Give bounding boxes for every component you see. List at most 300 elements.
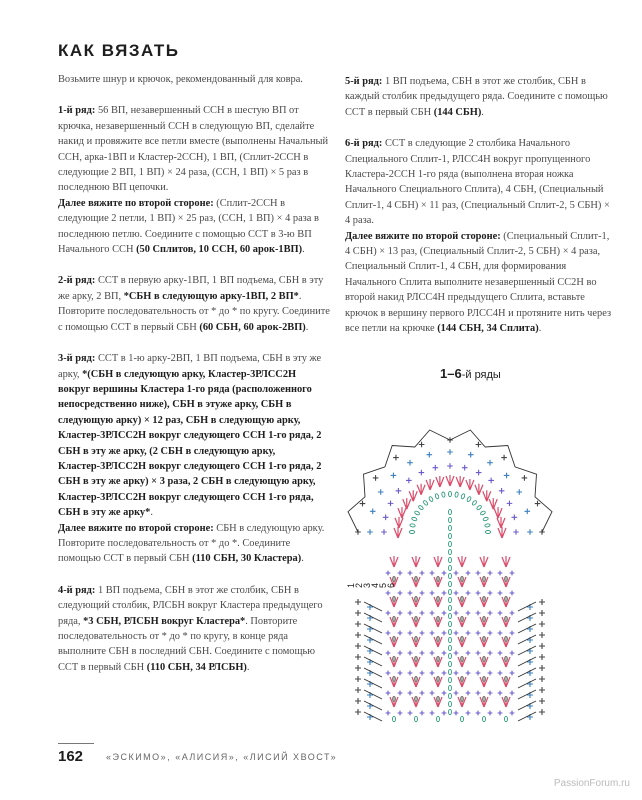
- row-5-label: 5-й ряд:: [345, 76, 383, 87]
- cluster-symbol: [412, 696, 420, 707]
- chain-symbol: [449, 669, 452, 674]
- sc-symbol: [355, 687, 361, 693]
- chain-symbol: [449, 597, 452, 602]
- chain-symbol: [485, 523, 491, 527]
- sc-symbol: [408, 591, 413, 596]
- row-2-label: 2-й ряд:: [58, 275, 96, 287]
- page-title: КАК ВЯЗАТЬ: [58, 41, 180, 60]
- row-1-label: 1-й ряд:: [58, 105, 96, 117]
- chain-symbol: [414, 510, 420, 515]
- sc-symbol: [398, 591, 403, 596]
- row-1-instruction: [58, 103, 330, 257]
- chain-symbol: [449, 685, 452, 690]
- crochet-chart-diagram: [346, 392, 550, 732]
- sc-symbol: [466, 631, 471, 636]
- cluster-symbol: [480, 596, 488, 607]
- sc-symbol: [527, 529, 533, 535]
- sc-symbol: [355, 654, 361, 660]
- chain-symbol: [449, 533, 452, 538]
- cluster-symbol: [390, 656, 398, 667]
- row-5-end: .: [481, 106, 484, 118]
- footer-rule: [58, 743, 94, 744]
- sc-symbol: [454, 651, 459, 656]
- sc-symbol: [430, 691, 435, 696]
- cluster-symbol: [412, 596, 420, 607]
- sc-symbol: [476, 691, 481, 696]
- chain-symbol: [449, 589, 452, 594]
- cluster-symbol: [434, 636, 442, 647]
- sc-symbol: [539, 621, 545, 627]
- cluster-symbol: [497, 517, 505, 528]
- split-symbol: [364, 679, 536, 688]
- row-2-text-1: ССТ в первую арку-1ВП, 1 ВП подъема, СБН в эту же арку, 2 ВП,: [58, 275, 324, 302]
- sc-symbol: [408, 651, 413, 656]
- row-5-text: 1 ВП подъема, СБН в этот же столбик, СБН в каждый столбик предыдущего ряда. Соедините с помощью ССТ в первый СБН: [345, 76, 608, 118]
- chain-symbol: [449, 661, 452, 666]
- row-1-other-side-text: (Сплит-2ССН в следующие 2 петли, 1 ВП) × 25 раз, (ССН, 1 ВП) × 4 раза в последнюю петлю. Соедините с помощью ССТ в 3-ю ВП Начального ССН: [58, 197, 319, 256]
- row-3-text-2: .: [150, 507, 153, 519]
- row-4-label: 4-й ряд:: [58, 584, 96, 596]
- sc-symbol: [447, 449, 453, 455]
- sc-symbol: [510, 651, 515, 656]
- cluster-symbol: [403, 498, 411, 509]
- sc-symbol: [430, 711, 435, 716]
- sc-symbol: [447, 463, 453, 469]
- sc-symbol: [396, 488, 402, 494]
- sc-symbol: [488, 651, 493, 656]
- chain-symbol: [483, 716, 486, 721]
- cluster-symbol: [394, 527, 402, 538]
- sc-symbol: [355, 709, 361, 715]
- chain-symbol: [410, 523, 416, 527]
- sc-symbol: [501, 455, 507, 461]
- sc-symbol: [398, 571, 403, 576]
- sc-symbol: [386, 571, 391, 576]
- chain-symbol: [428, 496, 433, 502]
- sc-symbol: [454, 631, 459, 636]
- cluster-symbol: [480, 656, 488, 667]
- sc-symbol: [433, 465, 439, 471]
- row-3-instruction: [58, 351, 330, 567]
- chain-symbol: [449, 573, 452, 578]
- sc-symbol: [408, 571, 413, 576]
- chain-symbol: [411, 517, 417, 522]
- row-4-repeat: *3 СБН, РЛСБН вокруг Кластера*: [83, 615, 246, 627]
- chain-symbol: [466, 496, 471, 502]
- chain-symbol: [449, 693, 452, 698]
- sc-symbol: [408, 631, 413, 636]
- sc-symbol: [516, 489, 522, 495]
- row-1-text: 56 ВП, незавершенный ССН в шестую ВП от крючка, незавершенный ССН в следующую ВП, сделайте накид и провяжите все петли вместе (выполнены Начальный ССН, арка-1ВП и Кластер-2ССН), 1 ВП, (Сплит-2ССН в следующие 2 ВП, 1 ВП) × 24 раза, (ССН, 1 ВП) × 5 раз в последнюю ВП цепочки.: [58, 105, 329, 194]
- sc-symbol: [539, 687, 545, 693]
- sc-symbol: [398, 691, 403, 696]
- sc-symbol: [442, 571, 447, 576]
- chain-symbol: [449, 557, 452, 562]
- page-number-text: 162: [58, 748, 84, 765]
- sc-symbol: [476, 611, 481, 616]
- sc-symbol: [398, 651, 403, 656]
- chain-symbol: [461, 716, 464, 721]
- sc-symbol: [386, 711, 391, 716]
- cluster-symbol: [498, 527, 506, 538]
- instructions-left-column: [58, 72, 330, 691]
- sc-symbol: [498, 691, 503, 696]
- sc-symbol: [510, 711, 515, 716]
- sc-symbol: [539, 610, 545, 616]
- chain-symbol: [437, 716, 440, 721]
- sc-symbol: [466, 651, 471, 656]
- cluster-symbol: [502, 556, 510, 567]
- sc-symbol: [420, 671, 425, 676]
- sc-symbol: [373, 475, 379, 481]
- sc-symbol: [499, 488, 505, 494]
- sc-symbol: [407, 460, 413, 466]
- running-title: «ЭСКИМО», «АЛИСИЯ», «ЛИСИЙ ХВОСТ»: [106, 752, 338, 762]
- sc-symbol: [510, 631, 515, 636]
- cluster-symbol: [456, 476, 464, 487]
- sc-symbol: [466, 671, 471, 676]
- cluster-symbol: [458, 696, 466, 707]
- sc-symbol: [430, 571, 435, 576]
- sc-symbol: [539, 665, 545, 671]
- sc-symbol: [420, 651, 425, 656]
- cluster-symbol: [502, 676, 510, 687]
- sc-symbol: [367, 529, 373, 535]
- sc-symbol: [420, 691, 425, 696]
- sc-symbol: [442, 711, 447, 716]
- cluster-symbol: [458, 556, 466, 567]
- sc-symbol: [539, 654, 545, 660]
- cluster-symbol: [480, 576, 488, 587]
- row-number-label: 6: [386, 582, 396, 588]
- cluster-symbol: [412, 576, 420, 587]
- sc-symbol: [476, 631, 481, 636]
- cluster-symbol: [426, 479, 434, 490]
- chain-symbol: [449, 701, 452, 706]
- sc-symbol: [522, 475, 528, 481]
- sc-symbol: [466, 571, 471, 576]
- cluster-symbol: [434, 596, 442, 607]
- sc-symbol: [430, 651, 435, 656]
- sc-symbol: [355, 621, 361, 627]
- cluster-symbol: [494, 507, 502, 518]
- sc-symbol: [378, 489, 384, 495]
- sc-symbol: [386, 591, 391, 596]
- sc-symbol: [498, 591, 503, 596]
- sc-symbol: [454, 611, 459, 616]
- sc-symbol: [398, 711, 403, 716]
- row-6-instruction: [345, 136, 617, 336]
- row-4-instruction: [58, 583, 330, 675]
- sc-symbol: [420, 631, 425, 636]
- row-1-end: .: [302, 244, 305, 256]
- sc-symbol: [408, 671, 413, 676]
- cluster-symbol: [489, 498, 497, 509]
- sc-symbol: [419, 470, 425, 476]
- row-3-label: 3-й ряд:: [58, 353, 96, 365]
- cluster-symbol: [458, 616, 466, 627]
- sc-symbol: [386, 671, 391, 676]
- row-1-other-side-label: Далее вяжите по второй стороне:: [58, 197, 214, 209]
- cluster-symbol: [458, 676, 466, 687]
- sc-symbol: [442, 671, 447, 676]
- chain-symbol: [449, 581, 452, 586]
- sc-symbol: [355, 529, 361, 535]
- chart-title-rows: 1–6: [440, 366, 462, 381]
- sc-symbol: [539, 632, 545, 638]
- sc-symbol: [488, 591, 493, 596]
- sc-symbol: [355, 632, 361, 638]
- cluster-symbol: [412, 616, 420, 627]
- chain-symbol: [449, 509, 452, 514]
- sc-symbol: [498, 671, 503, 676]
- cluster-symbol: [390, 636, 398, 647]
- cluster-symbol: [412, 636, 420, 647]
- sc-symbol: [476, 711, 481, 716]
- row-4-text-1: 1 ВП подъема, СБН в этот же столбик, СБН в следующий столбик, РЛСБН вокруг Кластера предыдущего ряда,: [58, 584, 323, 627]
- cluster-symbol: [436, 476, 444, 487]
- sc-symbol: [504, 473, 510, 479]
- row-1-total: (50 Сплитов, 10 ССН, 60 арок-1ВП): [136, 244, 303, 256]
- cluster-symbol: [395, 517, 403, 528]
- watermark: PassionForum.ru: [553, 778, 630, 789]
- sc-symbol: [488, 671, 493, 676]
- sc-symbol: [386, 611, 391, 616]
- sc-symbol: [420, 711, 425, 716]
- sc-symbol: [386, 691, 391, 696]
- sc-symbol: [512, 515, 518, 521]
- sc-symbol: [420, 571, 425, 576]
- split-symbol: [364, 624, 536, 633]
- sc-symbol: [370, 508, 376, 514]
- sc-symbol: [454, 571, 459, 576]
- row-4-end: .: [246, 661, 250, 673]
- sc-symbol: [386, 631, 391, 636]
- row-2-repeat: *СБН в следующую арку-1ВП, 2 ВП*: [123, 290, 299, 302]
- sc-symbol: [355, 698, 361, 704]
- row-number-label: 1: [346, 582, 356, 588]
- chain-symbol: [449, 637, 452, 642]
- chain-symbol: [449, 525, 452, 530]
- cluster-symbol: [480, 696, 488, 707]
- sc-symbol: [539, 599, 545, 605]
- row-2-total: (60 СБН, 60 арок-2ВП): [199, 321, 306, 333]
- sc-symbol: [510, 571, 515, 576]
- chain-symbol: [485, 531, 490, 534]
- cluster-symbol: [412, 676, 420, 687]
- sc-symbol: [406, 478, 412, 484]
- sc-symbol: [488, 631, 493, 636]
- chain-symbol: [449, 549, 452, 554]
- sc-symbol: [454, 591, 459, 596]
- sc-symbol: [360, 501, 366, 507]
- sc-symbol: [454, 691, 459, 696]
- sc-symbol: [355, 610, 361, 616]
- chain-symbol: [435, 493, 440, 499]
- cluster-symbol: [412, 656, 420, 667]
- sc-symbol: [442, 631, 447, 636]
- cluster-symbol: [446, 475, 454, 486]
- sc-symbol: [539, 698, 545, 704]
- cluster-symbol: [434, 676, 442, 687]
- row-5-instruction: [345, 74, 617, 120]
- cluster-symbol: [502, 656, 510, 667]
- sc-symbol: [476, 671, 481, 676]
- sc-symbol: [420, 611, 425, 616]
- sc-symbol: [498, 631, 503, 636]
- sc-symbol: [510, 671, 515, 676]
- chain-symbol: [472, 500, 478, 506]
- row-6-end: .: [538, 323, 542, 335]
- sc-symbol: [498, 611, 503, 616]
- chain-symbol: [449, 541, 452, 546]
- sc-symbol: [355, 643, 361, 649]
- cluster-symbol: [458, 656, 466, 667]
- chain-symbol: [409, 531, 414, 534]
- sc-symbol: [420, 591, 425, 596]
- cluster-symbol: [480, 556, 488, 567]
- sc-symbol: [430, 631, 435, 636]
- sc-symbol: [498, 571, 503, 576]
- sc-symbol: [408, 711, 413, 716]
- cluster-symbol: [466, 479, 474, 490]
- chain-symbol: [455, 492, 459, 498]
- sc-symbol: [498, 651, 503, 656]
- sc-symbol: [466, 691, 471, 696]
- sc-symbol: [398, 671, 403, 676]
- row-6-label: 6-й ряд:: [345, 138, 383, 150]
- row-3-total: (110 СБН, 30 Кластера): [192, 553, 302, 565]
- chain-symbol: [483, 517, 489, 522]
- row-2-end: .: [305, 321, 309, 333]
- cluster-symbol: [434, 576, 442, 587]
- sc-symbol: [488, 611, 493, 616]
- row-5-total: (144 СБН): [433, 106, 482, 118]
- row-3-repeat: *(СБН в следующую арку, Кластер-3РЛСС2Н вокруг вершины Кластера 1-го ряда (расположенного непосредственно ниже), СБН в этуже арку, СБН в следующую арку) × 12 раз, СБН в следующую арку, Кластер-3РЛСС2Н вокруг следующего ССН 1-го ряда, 2 СБН в эту же арку, (2 СБН в следующую арку, Кластер-3РЛСС2Н вокруг следующего ССН 1-го ряда, 2 СБН в эту же арку) × 3 раза, 2 СБН в следующую арку, Кластер-3РЛСС2Н вокруг следующего ССН 1-го ряда, СБН в эту же арку*: [58, 368, 322, 519]
- row-4-text-2: . Повторите последовательность от * до * по кругу, в конце ряда выполните СБН в последний СБН. Соедините с помощью ССТ в первый СБН: [58, 615, 316, 673]
- sc-symbol: [388, 501, 394, 507]
- row-number-label: 2: [354, 582, 364, 588]
- chain-symbol: [449, 517, 452, 522]
- sc-symbol: [454, 711, 459, 716]
- sc-symbol: [426, 452, 432, 458]
- cluster-symbol: [390, 556, 398, 567]
- row-3-text-1: ССТ в 1-ю арку-2ВП, 1 ВП подъема, СБН в эту же арку,: [58, 353, 322, 380]
- chain-symbol: [449, 565, 452, 570]
- sc-symbol: [476, 571, 481, 576]
- sc-symbol: [355, 665, 361, 671]
- sc-symbol: [462, 465, 468, 471]
- chain-symbol: [449, 613, 452, 618]
- sc-symbol: [442, 651, 447, 656]
- chain-symbol: [476, 505, 482, 511]
- row-2-instruction: [58, 273, 330, 335]
- sc-symbol: [476, 470, 482, 476]
- sc-symbol: [398, 631, 403, 636]
- sc-symbol: [466, 711, 471, 716]
- chain-symbol: [505, 716, 508, 721]
- cluster-symbol: [412, 556, 420, 567]
- cluster-symbol: [390, 696, 398, 707]
- sc-symbol: [355, 676, 361, 682]
- row-3-end: .: [301, 553, 304, 565]
- row-2-text-2: . Повторите последовательность от * до * по кругу. Соедините с помощью ССТ в первый СБН: [58, 290, 330, 333]
- row-number-label: 3: [362, 582, 372, 588]
- cluster-symbol: [434, 696, 442, 707]
- cluster-symbol: [390, 596, 398, 607]
- sc-symbol: [488, 691, 493, 696]
- sc-symbol: [442, 611, 447, 616]
- chain-symbol: [449, 677, 452, 682]
- chain-symbol: [449, 621, 452, 626]
- sc-symbol: [476, 651, 481, 656]
- sc-symbol: [510, 591, 515, 596]
- cluster-symbol: [480, 616, 488, 627]
- sc-symbol: [476, 442, 482, 448]
- cluster-symbol: [390, 676, 398, 687]
- chain-symbol: [449, 605, 452, 610]
- chain-symbol: [441, 492, 445, 498]
- sc-symbol: [488, 711, 493, 716]
- sc-symbol: [539, 709, 545, 715]
- sc-symbol: [513, 529, 519, 535]
- sc-symbol: [386, 651, 391, 656]
- cluster-symbol: [480, 636, 488, 647]
- sc-symbol: [539, 676, 545, 682]
- row-number-label: 4: [370, 582, 380, 588]
- row-3-other-side-label: Далее вяжите по второй стороне:: [58, 522, 214, 534]
- sc-symbol: [487, 460, 493, 466]
- sc-symbol: [466, 591, 471, 596]
- cluster-symbol: [434, 656, 442, 667]
- sc-symbol: [419, 442, 425, 448]
- cluster-symbol: [390, 616, 398, 627]
- row-3-other-side-text: СБН в следующую арку. Повторите последовательность от * до *. Соедините помощью ССТ в первый СБН: [58, 522, 325, 565]
- sc-symbol: [468, 452, 474, 458]
- sc-symbol: [476, 591, 481, 596]
- sc-symbol: [408, 611, 413, 616]
- sc-symbol: [488, 478, 494, 484]
- cluster-symbol: [458, 596, 466, 607]
- sc-symbol: [408, 691, 413, 696]
- sc-symbol: [535, 501, 541, 507]
- intro-text: Возьмите шнур и крючок, рекомендованный для ковра.: [58, 74, 303, 85]
- sc-symbol: [355, 599, 361, 605]
- sc-symbol: [524, 508, 530, 514]
- chain-symbol: [480, 510, 486, 515]
- sc-symbol: [391, 473, 397, 479]
- sc-symbol: [507, 501, 513, 507]
- chain-symbol: [449, 653, 452, 658]
- cluster-symbol: [398, 507, 406, 518]
- sc-symbol: [381, 529, 387, 535]
- cluster-symbol: [458, 576, 466, 587]
- row-6-text: ССТ в следующие 2 столбика Начального Специального Сплит-1, РЛСС4Н вокруг пропущенного Кластера-2ССН 1-го ряда (выполнена вторая ножка Начального Специального Сплита), 4 СБН, (Специальный Сплит-1, 4 СБН) × 11 раз, (Специальный Сплит-2, 5 СБН) × 4 раза.: [345, 138, 610, 227]
- cluster-symbol: [417, 484, 425, 495]
- sc-symbol: [430, 591, 435, 596]
- split-symbol: [364, 602, 536, 611]
- chain-symbol: [393, 716, 396, 721]
- chain-symbol: [449, 709, 452, 714]
- cluster-symbol: [502, 636, 510, 647]
- sc-symbol: [510, 691, 515, 696]
- row-6-other-side-label: Далее вяжите по второй стороне:: [345, 230, 501, 242]
- cluster-symbol: [480, 676, 488, 687]
- sc-symbol: [539, 643, 545, 649]
- chain-symbol: [449, 629, 452, 634]
- cluster-symbol: [475, 484, 483, 495]
- sc-symbol: [466, 611, 471, 616]
